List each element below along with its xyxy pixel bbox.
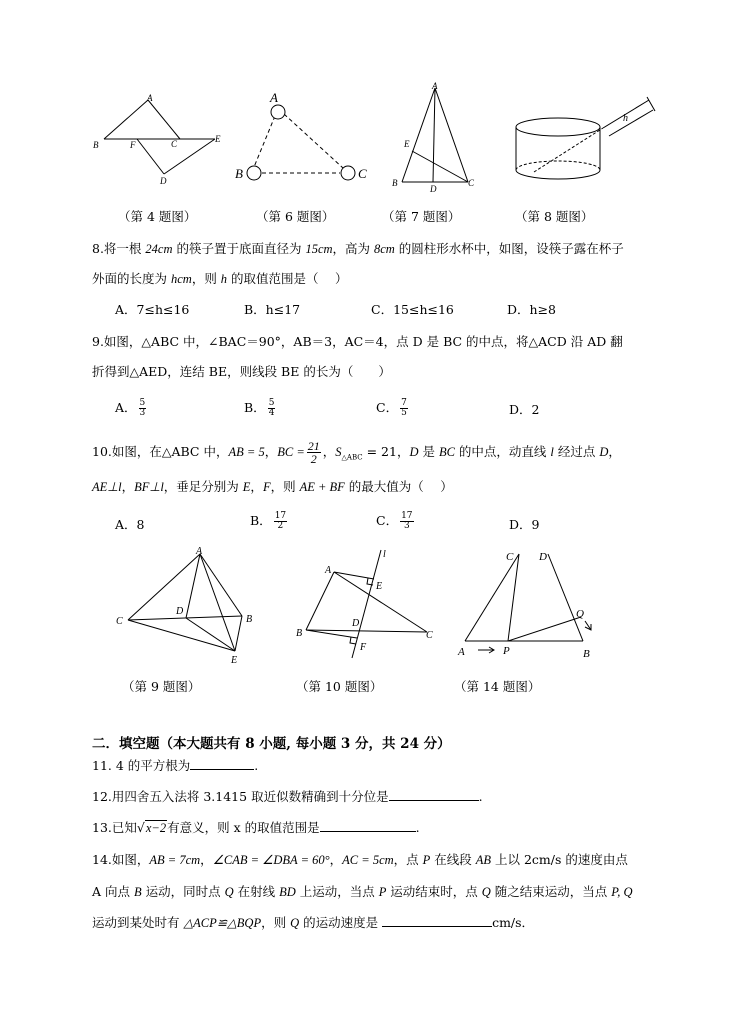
fig10-label-b: B xyxy=(296,628,303,639)
fig4-label-b: B xyxy=(93,140,99,150)
fig9-label-e: E xyxy=(231,655,238,666)
q9-option-b: B． $\frac{5}{4}$ xyxy=(244,398,275,418)
caption-fig6: （第 6 题图） xyxy=(256,209,335,224)
fig10-label-l: l xyxy=(383,549,386,560)
q14-line1: 14.如图，AB = 7cm，∠CAB = ∠DBA = 60°，AC = 5cm，点 P 在线段 AB 上以 2cm/s 的速度由点 xyxy=(92,852,628,867)
fig7-label-a: A xyxy=(432,81,438,91)
fig7-label-e: E xyxy=(404,139,410,149)
figure-9-diagram xyxy=(112,542,272,667)
fig8-label-h: h xyxy=(623,113,628,124)
fig14-label-c: C xyxy=(506,551,514,563)
q12: 12.用四舍五入法将 3.1415 取近似数精确到十分位是 . xyxy=(92,789,483,804)
fig6-label-b: B xyxy=(235,166,243,181)
q9-option-a: A． $\frac{5}{3}$ xyxy=(115,398,146,418)
figure-14 xyxy=(453,544,603,666)
fig14-label-b: B xyxy=(583,648,590,660)
fig4-label-d: D xyxy=(160,176,167,186)
fig14-label-d: D xyxy=(539,551,547,563)
q9-option-c: C． $\frac{7}{5}$ xyxy=(376,398,407,418)
fig10-label-e: E xyxy=(376,581,383,592)
q10-option-d: D．9 xyxy=(509,517,540,532)
figure-7-diagram xyxy=(388,80,488,195)
fig7-label-d: D xyxy=(430,184,437,194)
fig14-label-q: Q xyxy=(576,608,584,620)
fig9-label-c: C xyxy=(116,616,123,627)
q8-line2: 外面的长度为 hcm，则 h 的取值范围是（ ） xyxy=(92,271,348,286)
q13-answer-blank[interactable] xyxy=(320,819,416,832)
q8-option-c: C．15≤h≤16 xyxy=(371,302,454,317)
figure-10-diagram xyxy=(290,548,438,666)
q10-option-c: C． $\frac{17}{3}$ xyxy=(376,511,413,531)
caption-fig14: （第 14 题图） xyxy=(454,679,541,694)
figure-7 xyxy=(388,80,488,195)
q8-option-a: A．7≤h≤16 xyxy=(115,302,190,317)
fig9-label-d: D xyxy=(176,606,184,617)
caption-fig8: （第 8 题图） xyxy=(515,209,594,224)
q10-line2: AE⊥l，BF⊥l，垂足分别为 E，F，则 AE + BF 的最大值为（ ） xyxy=(92,479,453,494)
fig10-label-c: C xyxy=(426,630,433,641)
figure-6 xyxy=(232,88,377,188)
fig10-label-d: D xyxy=(352,618,360,629)
q10-line1: 10.如图，在△ABC 中，AB = 5，BC = $\frac{21}{2}$ ，$S_{\triangle ABC} = 21$，D 是 BC 的中点，动直线 l 经过点 D， xyxy=(92,439,621,466)
caption-fig10: （第 10 题图） xyxy=(296,679,383,694)
fig4-label-a: A xyxy=(147,93,153,103)
figure-8 xyxy=(512,92,662,187)
fig6-label-c: C xyxy=(358,166,367,181)
q11: 11. 4 的平方根为 . xyxy=(92,758,259,773)
q9-option-d: D．2 xyxy=(509,402,540,417)
q14-line2: A 向点 B 运动，同时点 Q 在射线 BD 上运动，当点 P 运动结束时，点 Q 随之结束运动，当点 P, Q xyxy=(92,884,633,899)
fig7-label-c: C xyxy=(468,178,475,188)
figure-9 xyxy=(112,542,272,667)
figure-14-diagram xyxy=(453,544,603,666)
figure-8-diagram xyxy=(512,92,662,187)
fig9-label-a: A xyxy=(196,546,203,557)
fig4-label-e: E xyxy=(215,134,221,144)
caption-fig9: （第 9 题图） xyxy=(122,679,201,694)
q8-option-d: D．h≥8 xyxy=(507,302,556,317)
caption-fig4: （第 4 题图） xyxy=(118,209,197,224)
q12-answer-blank[interactable] xyxy=(389,788,479,801)
fig4-label-f: F xyxy=(130,140,136,150)
fig7-label-b: B xyxy=(392,178,398,188)
fig6-label-a: A xyxy=(270,90,278,105)
q14-answer-blank[interactable] xyxy=(382,914,492,927)
q8-line1: 8.将一根 24cm 的筷子置于底面直径为 15cm，高为 8cm 的圆柱形水杯中，如图，设筷子露在杯子 xyxy=(92,241,624,256)
q10-option-b: B． $\frac{17}{2}$ xyxy=(250,511,287,531)
q9-line1: 9.如图，△ABC 中，∠BAC＝90°，AB＝3，AC＝4，点 D 是 BC 的中点，将△ACD 沿 AD 翻 xyxy=(92,334,623,349)
fig4-label-c: C xyxy=(171,139,178,149)
q14-line3: 运动到某处时有 △ACP≌△BQP，则 Q 的运动速度是 cm/s． xyxy=(92,915,535,930)
fig9-label-b: B xyxy=(246,614,253,625)
figure-4-diagram xyxy=(90,92,225,187)
figure-4 xyxy=(90,92,225,187)
q9-line2: 折得到△AED，连结 BE，则线段 BE 的长为（ ） xyxy=(92,364,391,379)
fig10-label-f: F xyxy=(360,642,367,653)
figure-6-diagram xyxy=(232,88,377,188)
fig10-label-a: A xyxy=(325,565,332,576)
section-2-heading: 二．填空题（本大题共有 8 小题, 每小题 3 分，共 24 分） xyxy=(92,736,451,752)
fig14-label-a: A xyxy=(458,646,465,658)
q11-answer-blank[interactable] xyxy=(190,757,254,770)
q8-option-b: B．h≤17 xyxy=(244,302,301,317)
caption-fig7: （第 7 题图） xyxy=(382,209,461,224)
q13: 13.已知√x−2有意义，则 x 的取值范围是 . xyxy=(92,820,420,835)
figure-10 xyxy=(290,548,438,666)
fig14-label-p: P xyxy=(503,645,510,657)
q10-option-a: A．8 xyxy=(115,517,145,532)
